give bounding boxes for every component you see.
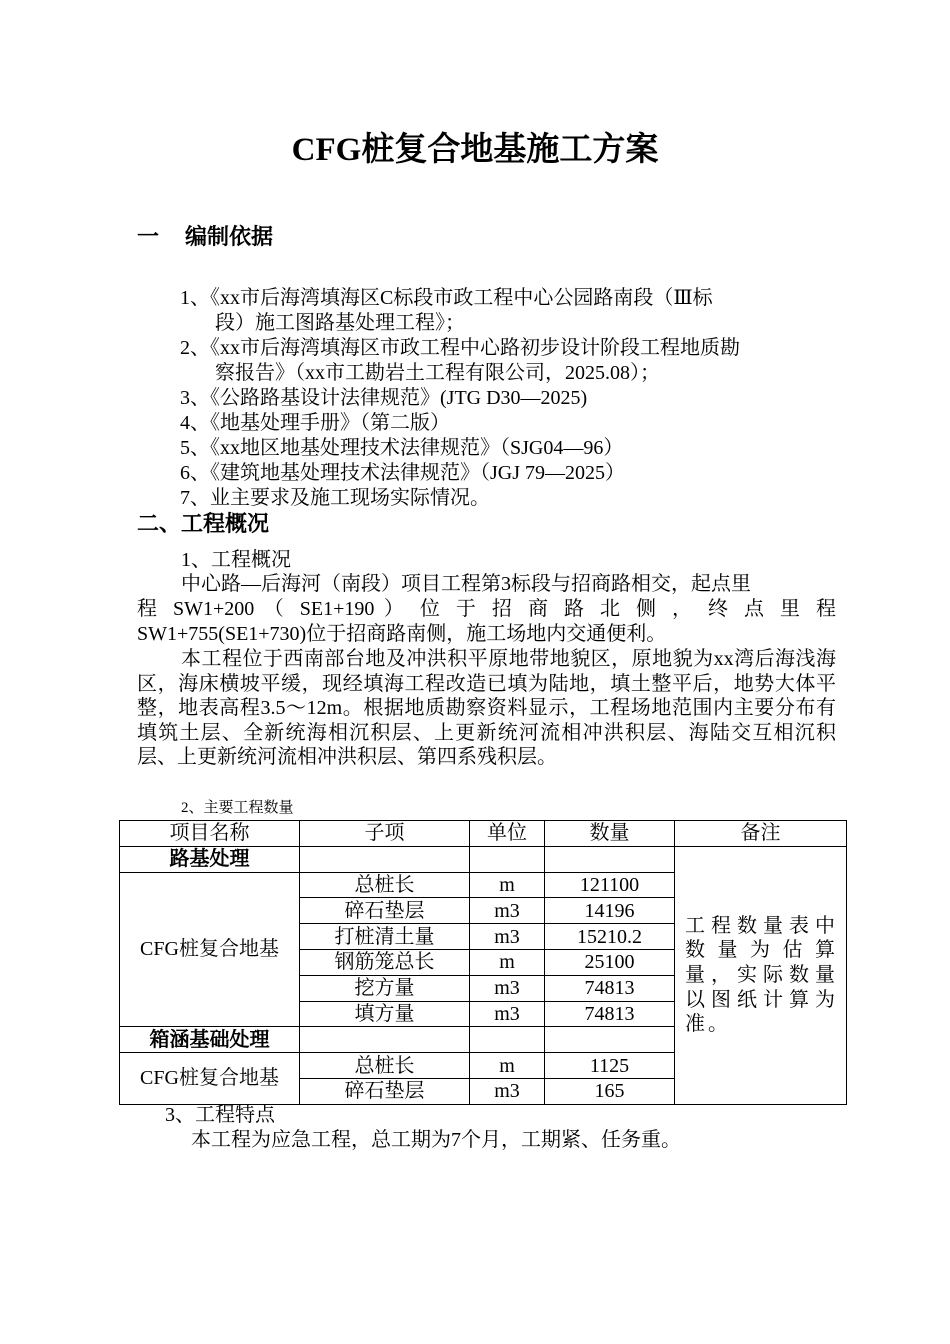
subheading-quantities: 2、主要工程数量 — [181, 800, 294, 816]
reference-item: 5、《xx地区地基处理技术法律规范》（SJG04—96） — [180, 437, 624, 459]
table-cell: m3 — [470, 1001, 545, 1027]
table-header: 数量 — [545, 821, 675, 847]
table-cell: m3 — [470, 898, 545, 924]
table-cell: m — [470, 872, 545, 898]
reference-item-continued: 段）施工图路基处理工程》； — [215, 312, 465, 334]
paragraph-features: 本工程为应急工程，总工期为7个月，工期紧、任务重。 — [191, 1129, 681, 1151]
reference-item: 2、《xx市后海湾填海区市政工程中心路初步设计阶段工程地质勘 — [180, 337, 740, 359]
reference-item: 1、《xx市后海湾填海区C标段市政工程中心公园路南段（Ⅲ标 — [180, 287, 713, 309]
table-cell: 1125 — [545, 1053, 675, 1079]
table-note: 工程数量表中数量为估算量，实际数量以图纸计算为准。 — [675, 846, 847, 1104]
section-title: 编制依据 — [185, 224, 274, 249]
section-number: 一 — [137, 224, 160, 249]
table-item-name: CFG桩复合地基 — [120, 872, 300, 1027]
table-cell: 总桩长 — [300, 872, 470, 898]
table-cell: m3 — [470, 1078, 545, 1104]
table-cell — [300, 846, 470, 872]
subheading-overview: 1、工程概况 — [181, 549, 291, 571]
reference-item-continued: 察报告》（xx市工勘岩土工程有限公司，2025.08）； — [215, 362, 660, 384]
table-cell — [470, 1027, 545, 1053]
table-cell — [545, 1027, 675, 1053]
table-header: 子项 — [300, 821, 470, 847]
table-group-row — [120, 846, 847, 872]
table-header-row — [120, 821, 847, 847]
table-cell: 74813 — [545, 1001, 675, 1027]
table-cell: 121100 — [545, 872, 675, 898]
table-cell: 14196 — [545, 898, 675, 924]
table-cell: m — [470, 949, 545, 975]
quantities-table — [119, 820, 847, 1105]
paragraph-line: 中心路—后海河（南段）项目工程第3标段与招商路相交，起点里 — [181, 573, 751, 595]
table-item-name: CFG桩复合地基 — [120, 1053, 300, 1105]
section-heading-basis — [137, 222, 273, 252]
table-cell: 165 — [545, 1078, 675, 1104]
table-cell: 填方量 — [300, 1001, 470, 1027]
table-cell: 74813 — [545, 975, 675, 1001]
table-cell: 25100 — [545, 949, 675, 975]
paragraph-line: 程 SW1+200 （ SE1+190 ） 位 于 招 商 路 北 侧 ， 终 点 里 程 — [137, 598, 836, 620]
table-cell: 挖方量 — [300, 975, 470, 1001]
reference-item: 6、《建筑地基处理技术法律规范》（JGJ 79—2025） — [180, 462, 626, 484]
section-heading-overview: 二、工程概况 — [137, 511, 270, 536]
table-header: 备注 — [675, 821, 847, 847]
paragraph-line: SW1+755(SE1+730)位于招商路南侧，施工场地内交通便利。 — [137, 623, 667, 645]
table-group-label: 路基处理 — [120, 846, 300, 872]
reference-item: 7、业主要求及施工现场实际情况。 — [180, 487, 490, 509]
table-cell — [300, 1027, 470, 1053]
reference-item: 3、《公路路基设计法律规范》(JTG D30—2025) — [180, 387, 588, 409]
table-cell: 碎石垫层 — [300, 898, 470, 924]
table-cell — [545, 846, 675, 872]
table-cell — [470, 846, 545, 872]
table-cell: 打桩清土量 — [300, 924, 470, 950]
table-cell: 碎石垫层 — [300, 1078, 470, 1104]
subheading-features: 3、工程特点 — [165, 1104, 275, 1126]
table-cell: 15210.2 — [545, 924, 675, 950]
table-cell: m3 — [470, 924, 545, 950]
paragraph-geology: 本工程位于西南部台地及冲洪积平原地带地貌区，原地貌为xx湾后海浅海区，海床横坡平缓，现经填海工程改造已填为陆地，填土整平后，地势大体平整，地表高程3.5～12m。根据地质勘察资料显示，工程场地范围内主要分布有填筑土层、全新统海相沉积层、上更新统河流相冲洪积层、海陆交互相沉积层、上更新统河流相冲洪积层、第四系残积层。 — [137, 648, 836, 769]
table-header: 项目名称 — [120, 821, 300, 847]
table-cell: 总桩长 — [300, 1053, 470, 1079]
table-cell: m — [470, 1053, 545, 1079]
table-group-label: 箱涵基础处理 — [120, 1027, 300, 1053]
table-header: 单位 — [470, 821, 545, 847]
table-cell: m3 — [470, 975, 545, 1001]
table-cell: 钢筋笼总长 — [300, 949, 470, 975]
document-title: CFG桩复合地基施工方案 — [291, 132, 659, 168]
reference-item: 4、《地基处理手册》（第二版） — [180, 412, 450, 434]
